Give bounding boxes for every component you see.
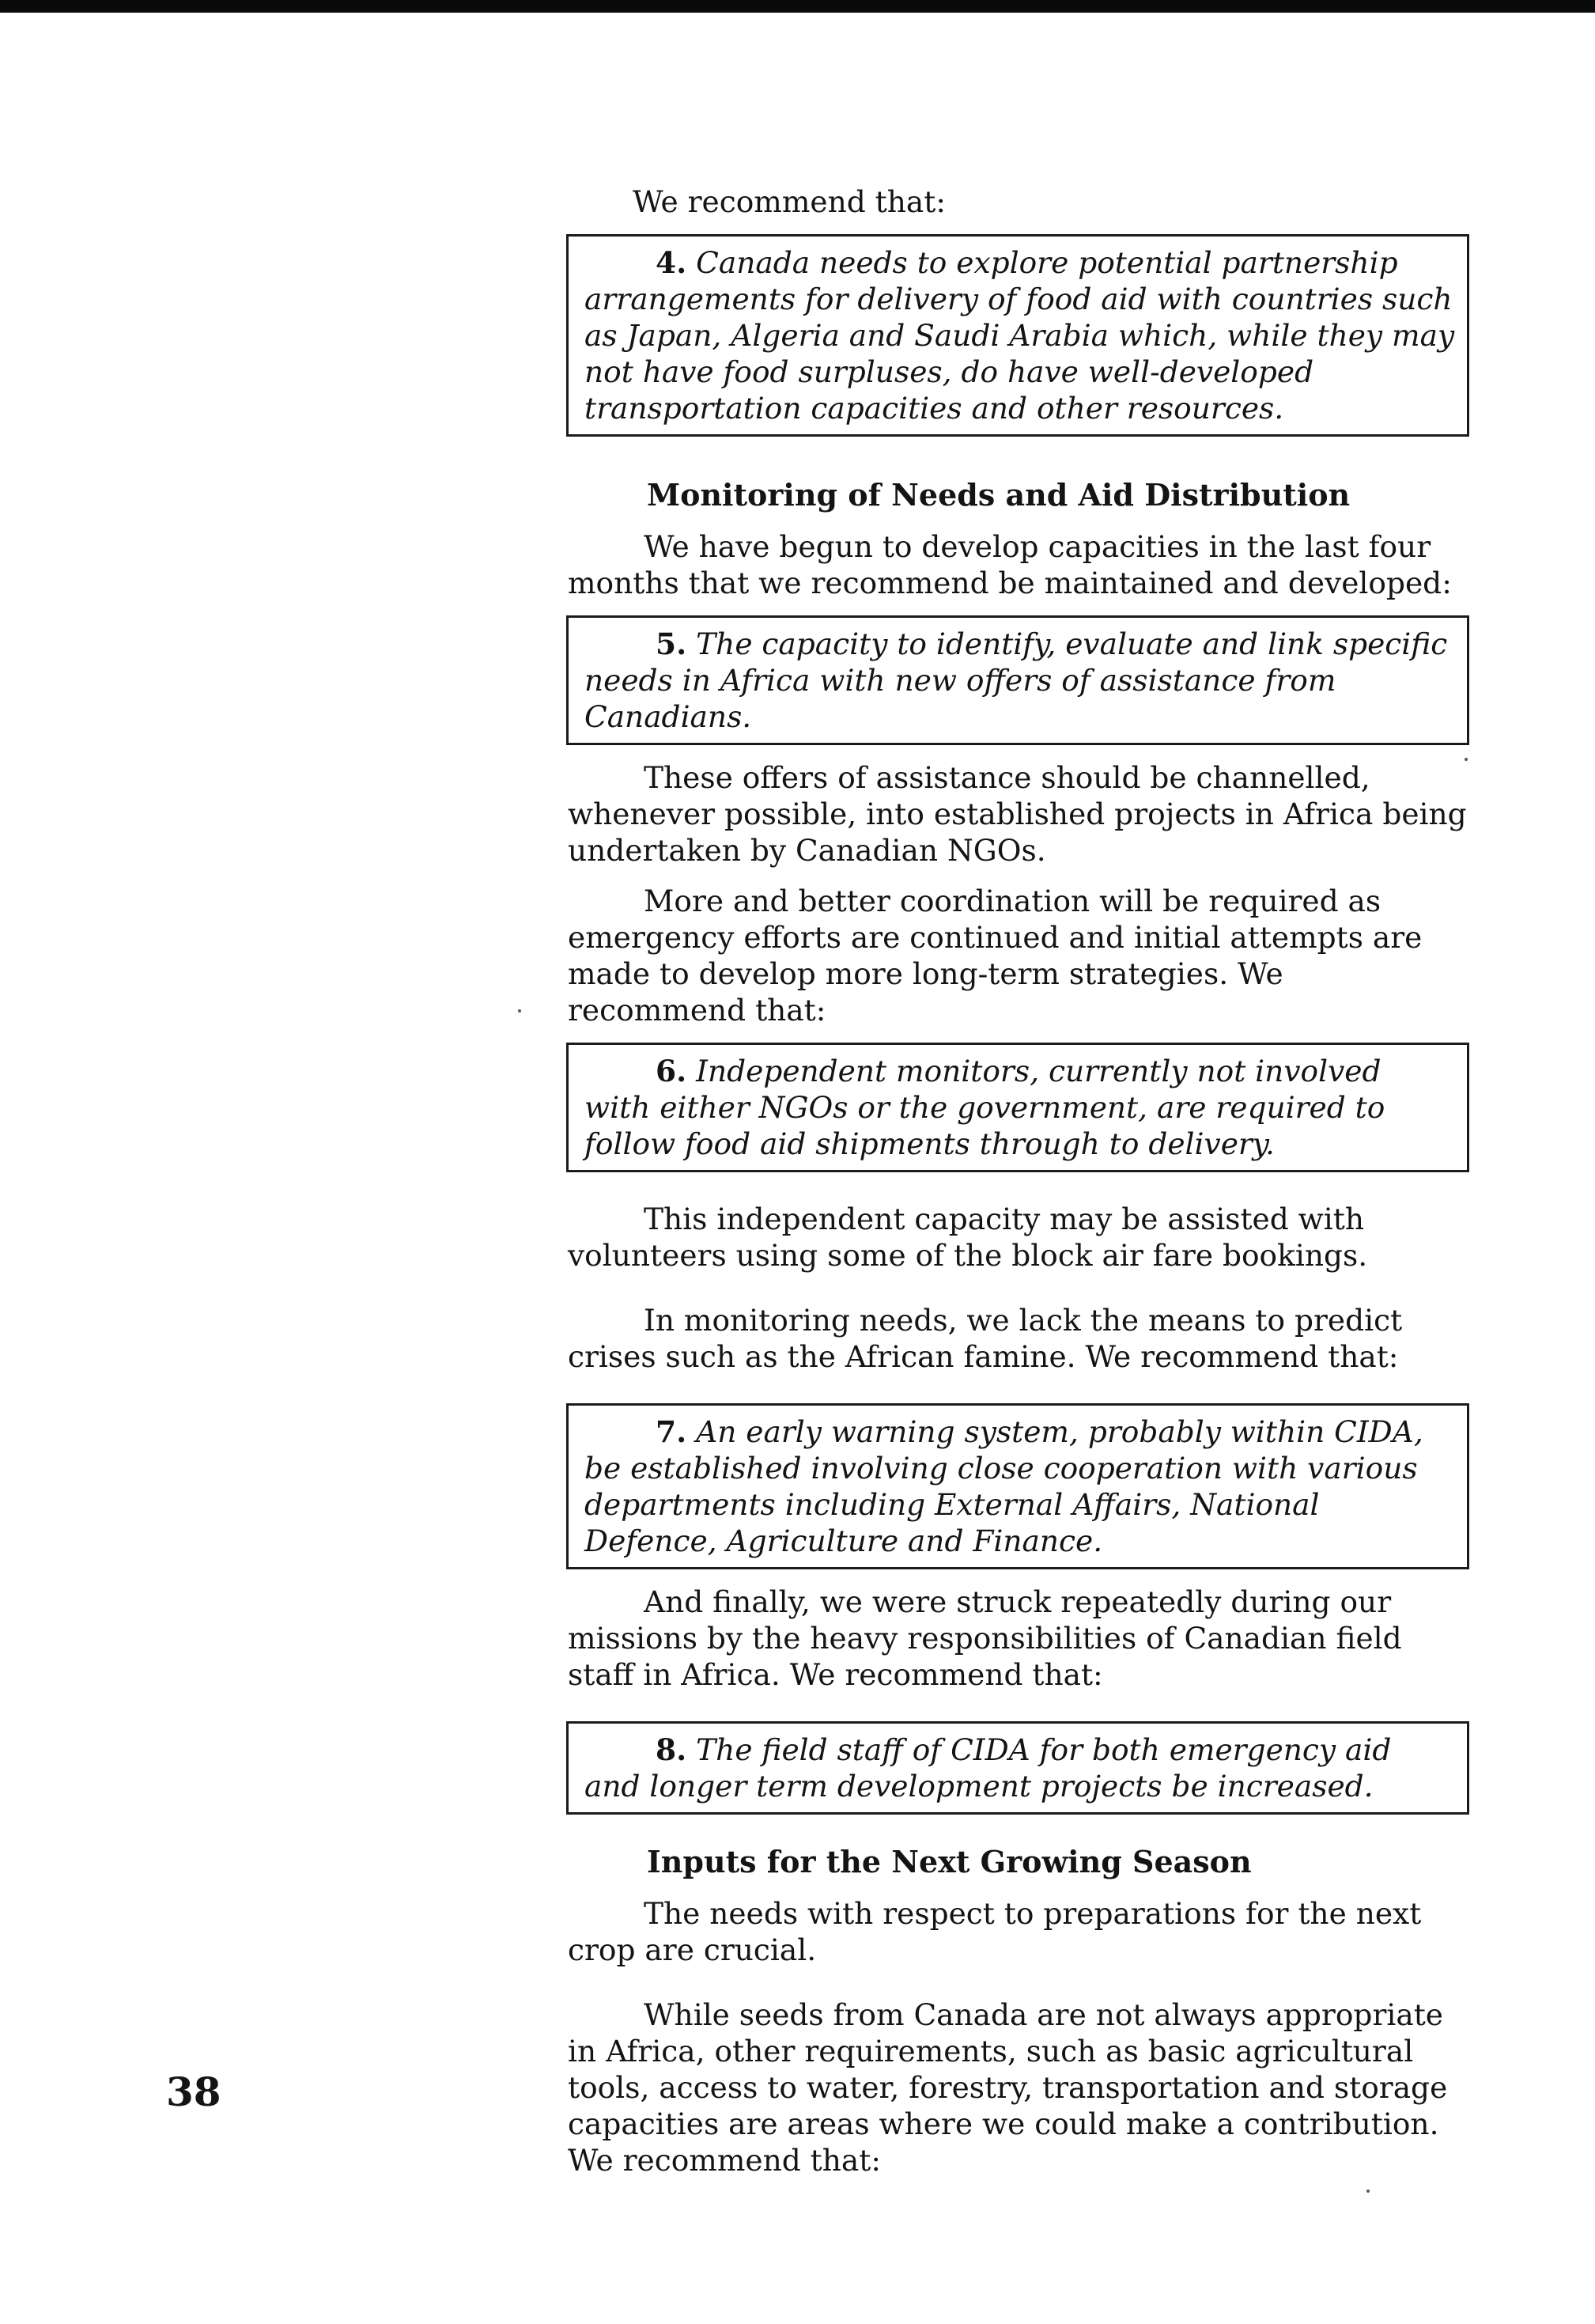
recommendation-8 <box>584 1732 1456 1804</box>
recommendation-6-box <box>566 1043 1469 1172</box>
section-heading-inputs: Inputs for the Next Growing Season <box>647 1844 1252 1879</box>
recommendation-text: Independent monitors, currently not involved with either NGOs or the government, are required to follow food aid shipments through to delivery. <box>584 1054 1385 1161</box>
paragraph: In monitoring needs, we lack the means to predict crises such as the African famine. We recommend that: <box>568 1303 1403 1374</box>
section-heading-monitoring: Monitoring of Needs and Aid Distribution <box>647 477 1351 513</box>
recommendation-text: Canada needs to explore potential partnership arrangements for delivery of food aid with countries such as Japan, Algeria and Saudi Arabia which, while they may not have food surpluses, do have well-developed transportation capacities and other resources. <box>584 245 1455 426</box>
recommendation-text: An early warning system, probably within CIDA, be established involving close cooperation with various departments including External Affairs, National Defence, Agriculture and Finance. <box>584 1414 1423 1558</box>
recommendation-7-box <box>566 1403 1469 1569</box>
scan-speck <box>1366 2190 1370 2193</box>
recommendation-4 <box>584 244 1456 426</box>
recommendation-5-box <box>566 615 1469 745</box>
recommendation-text: The capacity to identify, evaluate and link specific needs in Africa with new offers of assistance from Canadians. <box>584 626 1448 734</box>
top-scan-edge <box>0 0 1595 13</box>
recommendation-7 <box>584 1414 1456 1559</box>
recommendation-number: 8. <box>656 1732 687 1767</box>
recommendation-number: 4. <box>656 245 687 280</box>
recommendation-5 <box>584 626 1456 735</box>
paragraph: This independent capacity may be assisted with volunteers using some of the block air fare bookings. <box>568 1202 1368 1273</box>
scan-speck <box>1465 758 1468 761</box>
paragraph: These offers of assistance should be channelled, whenever possible, into established projects in Africa being undertaken by Canadian NGOs. <box>568 760 1467 868</box>
recommendation-6 <box>584 1053 1456 1162</box>
recommendation-number: 7. <box>656 1414 687 1449</box>
paragraph: More and better coordination will be required as emergency efforts are continued and initial attempts are made to develop more long-term strategies. We recommend that: <box>568 884 1423 1028</box>
recommendation-4-box <box>566 234 1469 437</box>
intro-text: We recommend that: <box>633 184 946 219</box>
recommendation-number: 5. <box>656 626 687 661</box>
paragraph: And finally, we were struck repeatedly during our missions by the heavy responsibilities of Canadian field staff in Africa. We recommend that: <box>568 1584 1402 1692</box>
recommendation-text: The field staff of CIDA for both emergency aid and longer term development projects be increased. <box>584 1732 1392 1804</box>
recommendation-number: 6. <box>656 1054 687 1088</box>
paragraph: While seeds from Canada are not always appropriate in Africa, other requirements, such as basic agricultural tools, access to water, forestry, transportation and storage capacities are areas where we could make a contribution. We recommend that: <box>568 1997 1448 2178</box>
recommendation-8-box <box>566 1721 1469 1815</box>
scan-speck <box>518 1009 521 1012</box>
paragraph: The needs with respect to preparations for the next crop are crucial. <box>568 1896 1422 1967</box>
paragraph: We have begun to develop capacities in the last four months that we recommend be maintained and developed: <box>568 529 1452 600</box>
page-number: 38 <box>166 2069 221 2115</box>
page-body <box>568 184 1469 2178</box>
